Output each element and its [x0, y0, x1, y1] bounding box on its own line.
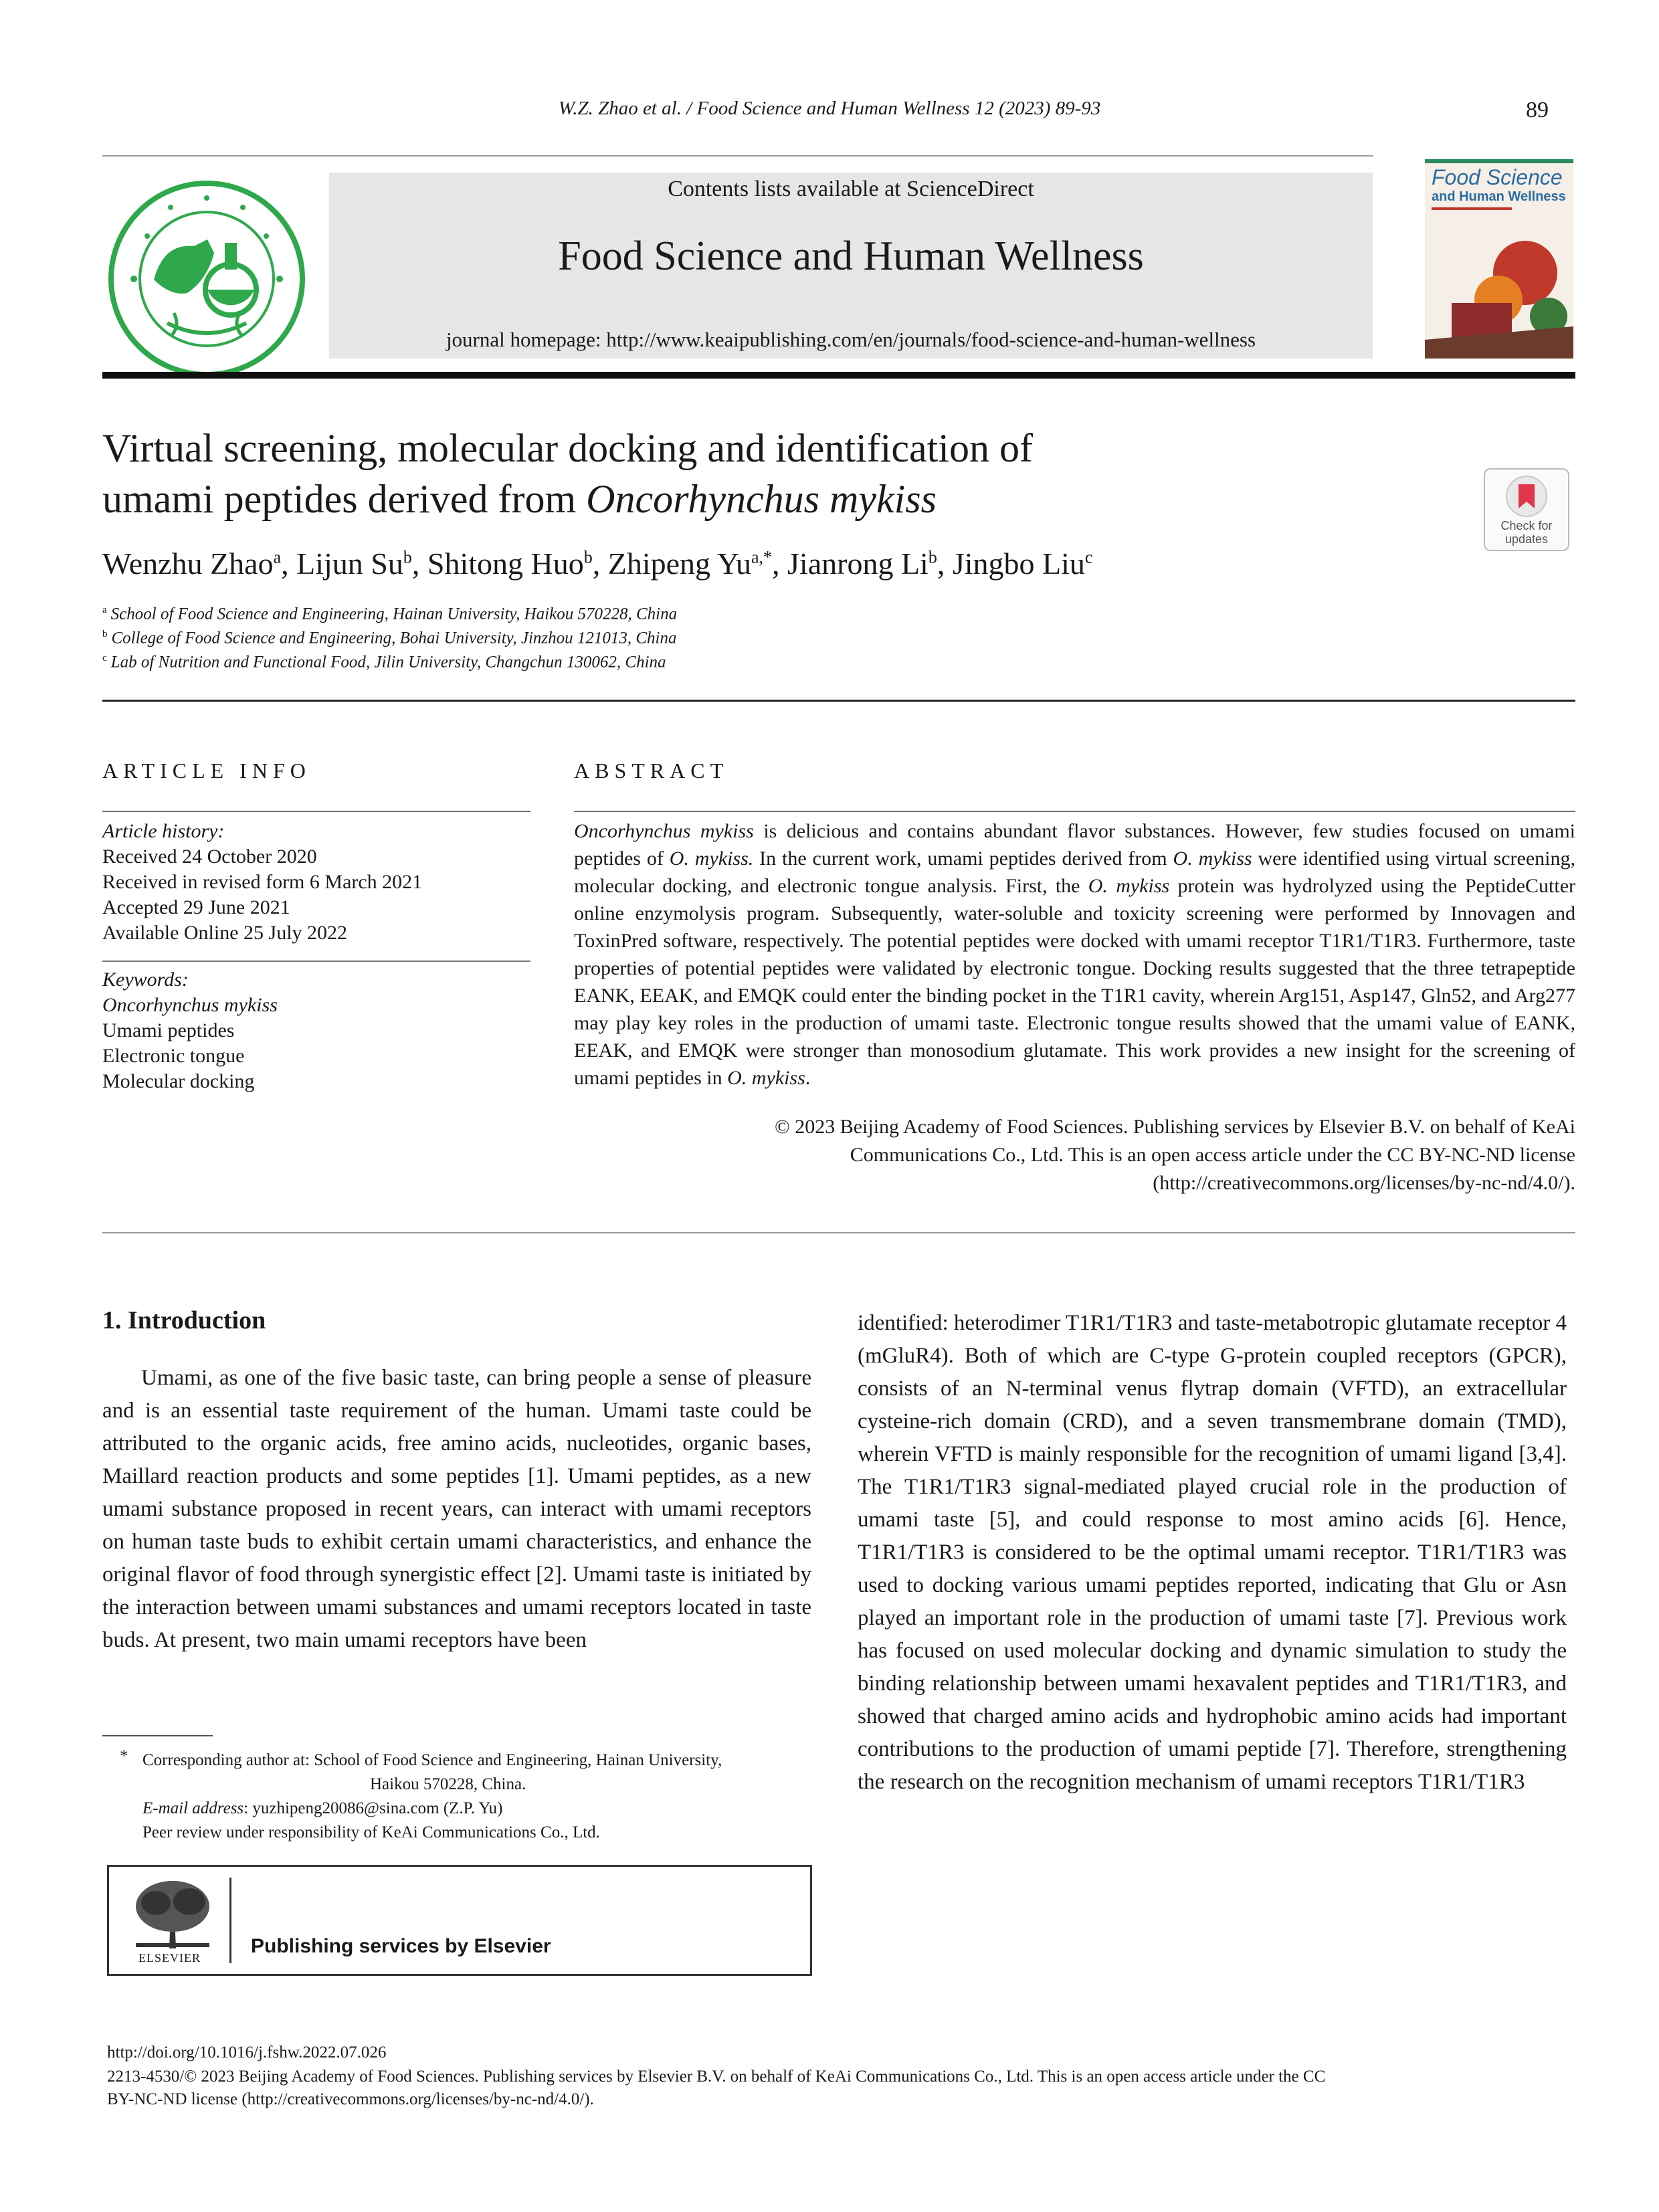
intro-right-column	[858, 1307, 1567, 1799]
history-item: Accepted 29 June 2021	[102, 896, 290, 918]
license-line2: BY-NC-ND license (http://creativecommons.org/licenses/by-nc-nd/4.0/).	[107, 2090, 594, 2108]
author[interactable]: Lijun Su$^b$,	[296, 546, 427, 581]
title-line1: Virtual screening, molecular docking and identification of	[102, 426, 1033, 470]
author[interactable]: Zhipeng $Yu^{a,*}$,	[607, 546, 788, 581]
abstract-text: Oncorhynchus mykiss is delicious and contains abundant flavor substances. However, few studies focused on umami peptides of O. mykiss. In the current work, umami peptides derived from O. mykiss were identified using virtual screening, molecular docking, and electronic tongue analysis. First, the O. mykiss protein was hydrolyzed using the PeptideCutter online enzymolysis program. Subsequently, water-soluble and toxicity screening were performed by Innovagen and ToxinPred software, respectively. The potential peptides were docked with umami receptor T1R1/T1R3. Furthermore, taste properties of potential peptides were validated by electronic tongue. Docking results suggested that the three tetrapeptide EANK, EEAK, and EMQK could enter the binding pocket in the T1R1 cavity, wherein Arg151, Asp147, Gln52, and Arg277 may play key roles in the production of umami taste. Electronic tongue results showed that the umami value of EANK, EEAK, and EMQK were stronger than monosodium glutamate. This work provides a new insight for the screening of umami peptides in O. mykiss.	[574, 820, 1575, 1089]
history-item: Received in revised form 6 March 2021	[102, 871, 423, 893]
running-head: W.Z. Zhao et al. / Food Science and Human Wellness 12 (2023) 89-93	[558, 98, 1101, 119]
abstract-end-rule	[102, 1232, 1575, 1233]
author-list	[102, 546, 1092, 581]
check-for-updates-badge[interactable]	[1484, 468, 1569, 551]
contents-notice: Contents lists available at ScienceDirect	[668, 177, 1034, 201]
author[interactable]: Jianrong Li$^b$,	[787, 546, 953, 581]
journal-title: Food Science and Human Wellness	[558, 233, 1144, 279]
keywords	[102, 967, 530, 1094]
abstract-rule	[574, 811, 1575, 812]
header-rule	[102, 155, 1373, 157]
bookmark-icon	[1485, 470, 1568, 523]
article-info-label: ARTICLE INFO	[102, 759, 311, 783]
license-link[interactable]: (http://creativecommons.org/licenses/by-nc-nd/4.0/).	[1153, 1172, 1575, 1194]
keyword: Umami peptides	[102, 1019, 235, 1041]
publisher-divider	[229, 1878, 231, 1963]
email-link[interactable]: : yuzhipeng20086@sina.com (Z.P. Yu)	[243, 1799, 503, 1817]
journal-banner	[329, 173, 1373, 359]
keywords-rule	[102, 961, 530, 962]
author[interactable]: Jingbo Liu$^c$	[952, 546, 1093, 581]
license-line1: 2213-4530/© 2023 Beijing Academy of Food Sciences. Publishing services by Elsevier B.V. on behalf of KeAi Communications Co., Ltd. This is an open access article under the CC	[107, 2068, 1326, 2086]
elsevier-wordmark: ELSEVIER	[138, 1951, 201, 1965]
cover-title-line1: Food Science	[1432, 165, 1563, 189]
title-species: Oncorhynchus mykiss	[586, 477, 937, 521]
abstract-label: ABSTRACT	[574, 759, 729, 783]
journal-homepage[interactable]: journal homepage: http://www.keaipublishing.com/en/journals/food-science-and-human-wellness	[446, 328, 1256, 351]
intro-left-column	[102, 1362, 811, 1657]
history-label: Article history:	[102, 820, 225, 842]
keywords-label: Keywords:	[102, 969, 189, 991]
publisher-box	[107, 1865, 812, 1976]
keyword: Electronic tongue	[102, 1045, 245, 1067]
affiliation-c: $^c$ Lab of Nutrition and Functional Food, Jilin University, Changchun 130062, China	[102, 653, 666, 672]
title-line2	[102, 474, 1440, 524]
affiliation-a: $^a$ School of Food Science and Engineering, Hainan University, Haikou 570228, China	[102, 605, 678, 623]
page-number: 89	[1526, 98, 1549, 122]
elsevier-tree-icon	[129, 1876, 216, 1950]
intro-paragraph: Umami, as one of the five basic taste, can bring people a sense of pleasure and is an essential taste requirement of the human. Umami taste could be attributed to the organic acids, free amino acids, nucleotides, organic bases, Maillard reaction products and some peptides [1]. Umami peptides, as a new umami substance proposed in recent years, can interact with umami receptors on human taste buds to exhibit certain umami characteristics, and enhance the original flavor of food through synergistic effect [2]. Umami taste is initiated by the interaction between umami substances and umami receptors located in taste buds. At present, two main umami receptors have been	[102, 1366, 811, 1652]
check-updates-label: Check for updates	[1500, 519, 1553, 546]
author[interactable]: Wenzhu Zhao$^a$,	[102, 546, 297, 581]
header-thick-rule	[102, 372, 1575, 379]
affiliation-b: $^b$ College of Food Science and Engineering, Bohai University, Jinzhou 121013, China	[102, 629, 677, 647]
publishing-services-label: Publishing services by Elsevier	[251, 1935, 551, 1957]
intro-paragraph-continued: identified: heterodimer T1R1/T1R3 and taste-metabotropic glutamate receptor 4 (mGluR4). Both of which are C-type G-protein coupled receptors (GPCR), consists of an N-terminal venus flytrap domain (VFTD), an extracellular cysteine-rich domain (CRD), and a seven transmembrane domain (TMD), wherein VFTD is mainly responsible for the recognition of umami ligand [3,4]. The T1R1/T1R3 signal-mediated played crucial role in the production of umami taste [5], and could response to most amino acids [6]. Hence, T1R1/T1R3 is considered to be the optimal umami receptor. T1R1/T1R3 was used to docking various umami peptides reported, indicating that Glu or Asn played an important role in the production of umami taste [7]. Previous work has focused on used molecular docking and dynamic simulation to study the binding relationship between umami hexavalent peptides and T1R1/T1R3, and showed that charged amino acids and hydrophobic amino acids had important contributions to the production of umami peptide [7]. Therefore, strengthening the research on the recognition mechanism of umami receptors T1R1/T1R3	[858, 1311, 1567, 1794]
article-info-rule	[102, 811, 530, 812]
copyright-notice: © 2023 Beijing Academy of Food Sciences. Publishing services by Elsevier B.V. on behalf of KeAi Communications Co., Ltd. This is an open access article under the CC BY-NC-ND license (http://creativecommons.org/licenses/by-nc-nd/4.0/).	[574, 1113, 1575, 1197]
keyword: Oncorhynchus mykiss	[102, 994, 278, 1016]
title-line2-plain: umami peptides derived from	[102, 477, 587, 521]
article-title	[102, 423, 1440, 524]
doi-link[interactable]: http://doi.org/10.1016/j.fshw.2022.07.026	[107, 2043, 387, 2062]
corresponding-author-note: * Corresponding author at: School of Food Science and Engineering, Hainan University, Haikou 570228, China. E-mail address: yuzhipeng20086@sina.com (Z.P. Yu) Peer review under responsibility of KeAi Communications Co., Ltd.	[120, 1747, 722, 1841]
journal-cover	[1425, 159, 1573, 359]
cover-title-line2: and Human Wellness	[1432, 189, 1566, 204]
section-rule	[102, 700, 1575, 702]
history-item: Received 24 October 2020	[102, 845, 317, 868]
keyword: Molecular docking	[102, 1070, 255, 1092]
author[interactable]: Shitong Huo$^b$,	[427, 546, 608, 581]
footnote-rule	[102, 1735, 213, 1736]
section-heading-introduction: 1. Introduction	[102, 1306, 266, 1334]
society-logo	[107, 179, 306, 379]
article-history	[102, 819, 530, 946]
history-item: Available Online 25 July 2022	[102, 922, 348, 944]
